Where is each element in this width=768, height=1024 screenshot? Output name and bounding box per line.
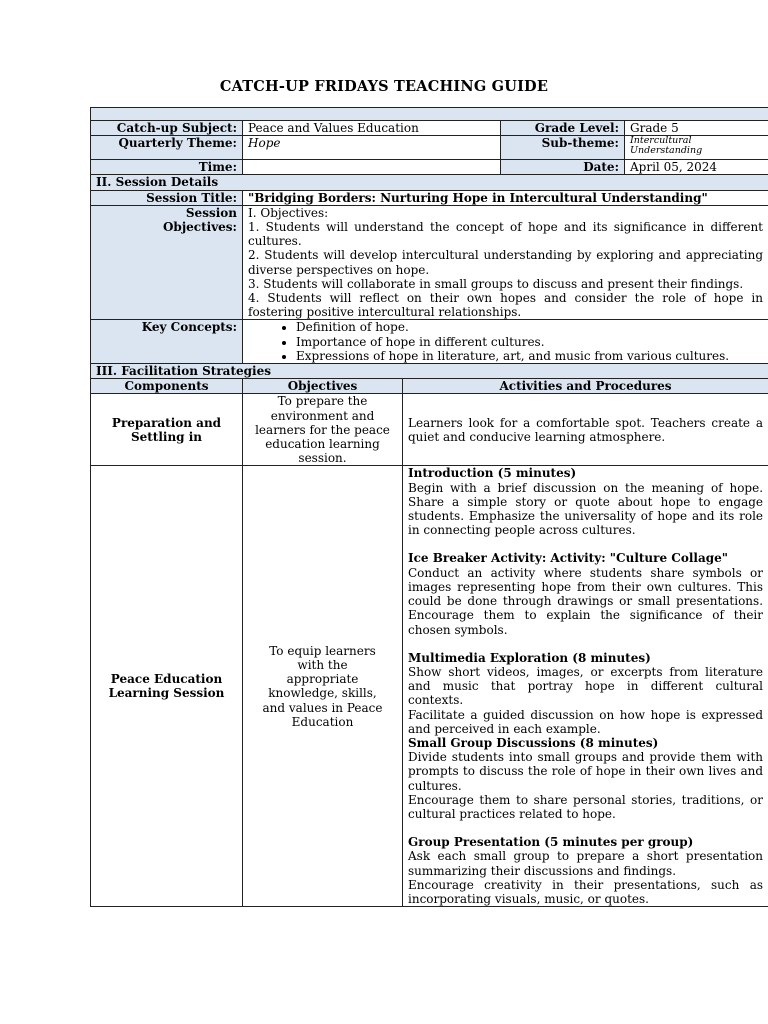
objective-preparation: To prepare the environment and learners for the peace education learning session. [243, 394, 403, 466]
session-objectives-label-line1: Session [185, 205, 237, 220]
activity-preparation [403, 394, 768, 466]
key-concept-item: • Expressions of hope in literature, art, and music from various cultures. [296, 349, 763, 363]
objectives-column-header: Objectives [243, 379, 403, 394]
session-objectives-label-line2: Objectives: [162, 220, 237, 235]
ice-breaker-text: Conduct an activity where students share symbols or images representing hope from their own cultures. This could be done through drawings or small presentations. Encourage them to explain the significance of their chosen symbols. [408, 565, 764, 637]
objective-item: 1. Students will understand the concept of hope and its significance in different cultures. [248, 220, 763, 249]
group-presentation-text-2: Encourage creativity in their presentations, such as incorporating visuals, music, or quotes. [408, 877, 764, 906]
header-band [91, 108, 768, 121]
subject-value: Peace and Values Education [243, 121, 501, 136]
activities-column-header: Activities and Procedures [403, 379, 768, 394]
session-objectives-value [243, 205, 768, 320]
key-concept-item: • Definition of hope. [296, 320, 763, 334]
date-label: Date: [501, 160, 625, 175]
component-preparation: Preparation and Settling in [91, 394, 243, 466]
subject-label: Catch-up Subject: [91, 121, 243, 136]
multimedia-text-1: Show short videos, images, or excerpts from literature and music that portray hope in different cultural contexts. [408, 664, 764, 708]
multimedia-heading: Multimedia Exploration (8 minutes) [408, 650, 651, 665]
introduction-heading: Introduction (5 minutes) [408, 466, 577, 481]
objective-item: 4. Students will reflect on their own hopes and consider the role of hope in fostering positive intercultural relationships. [248, 291, 763, 320]
subtheme-label: Sub-theme: [501, 136, 625, 160]
objective-learning-session: To equip learners with the appropriate knowledge, skills, and values in Peace Education [243, 466, 403, 907]
session-title-value: "Bridging Borders: Nurturing Hope in Intercultural Understanding" [243, 190, 768, 205]
objectives-intro: I. Objectives: [248, 205, 329, 220]
facilitation-table [90, 363, 768, 907]
activity-learning-session [403, 466, 768, 907]
key-concepts-list [248, 320, 763, 363]
session-details-table [90, 174, 768, 364]
document-title: CATCH-UP FRIDAYS TEACHING GUIDE [219, 78, 549, 95]
session-title-label: Session Title: [91, 190, 243, 205]
theme-value: Hope [243, 136, 501, 160]
introduction-text: Begin with a brief discussion on the meaning of hope. Share a simple story or quote about hope to engage students. Emphasize the universality of hope and its role in connecting people across cultures. [408, 480, 764, 538]
ice-breaker-heading: Ice Breaker Activity: Activity: "Culture Collage" [408, 551, 729, 566]
date-value: April 05, 2024 [625, 160, 768, 175]
group-presentation-text-1: Ask each small group to prepare a short presentation summarizing their discussions and findings. [408, 849, 764, 878]
group-presentation-heading: Group Presentation (5 minutes per group) [408, 835, 694, 850]
grade-label: Grade Level: [501, 121, 625, 136]
objective-item: 3. Students will collaborate in small groups to discuss and present their findings. [248, 276, 744, 291]
time-label: Time: [91, 160, 243, 175]
grade-value: Grade 5 [625, 121, 768, 136]
objective-item: 2. Students will develop intercultural understanding by exploring and appreciating diverse perspectives on hope. [248, 248, 763, 277]
session-objectives-label [91, 205, 243, 320]
component-learning-session: Peace Education Learning Session [91, 466, 243, 907]
key-concepts-label: Key Concepts: [91, 320, 243, 364]
small-group-heading: Small Group Discussions (8 minutes) [408, 735, 659, 750]
session-details-heading: II. Session Details [91, 175, 768, 190]
teaching-guide-sheet [90, 107, 768, 907]
key-concept-item: • Importance of hope in different cultures. [296, 335, 763, 349]
key-concepts-value [243, 320, 768, 364]
small-group-text-1: Divide students into small groups and provide them with prompts to discuss the role of hope in their own lives and cultures. [408, 750, 764, 793]
activity-preparation-text: Learners look for a comfortable spot. Teachers create a quiet and conducive learning atmosphere. [408, 415, 764, 444]
theme-label: Quarterly Theme: [91, 136, 243, 160]
subtheme-value: Intercultural Understanding [625, 136, 768, 160]
components-column-header: Components [91, 379, 243, 394]
multimedia-text-2: Facilitate a guided discussion on how hope is expressed and perceived in each example. [408, 707, 764, 736]
header-table [90, 107, 768, 175]
facilitation-heading: III. Facilitation Strategies [91, 364, 768, 379]
small-group-text-2: Encourage them to share personal stories, traditions, or cultural practices related to hope. [408, 792, 764, 821]
time-value [243, 160, 501, 175]
